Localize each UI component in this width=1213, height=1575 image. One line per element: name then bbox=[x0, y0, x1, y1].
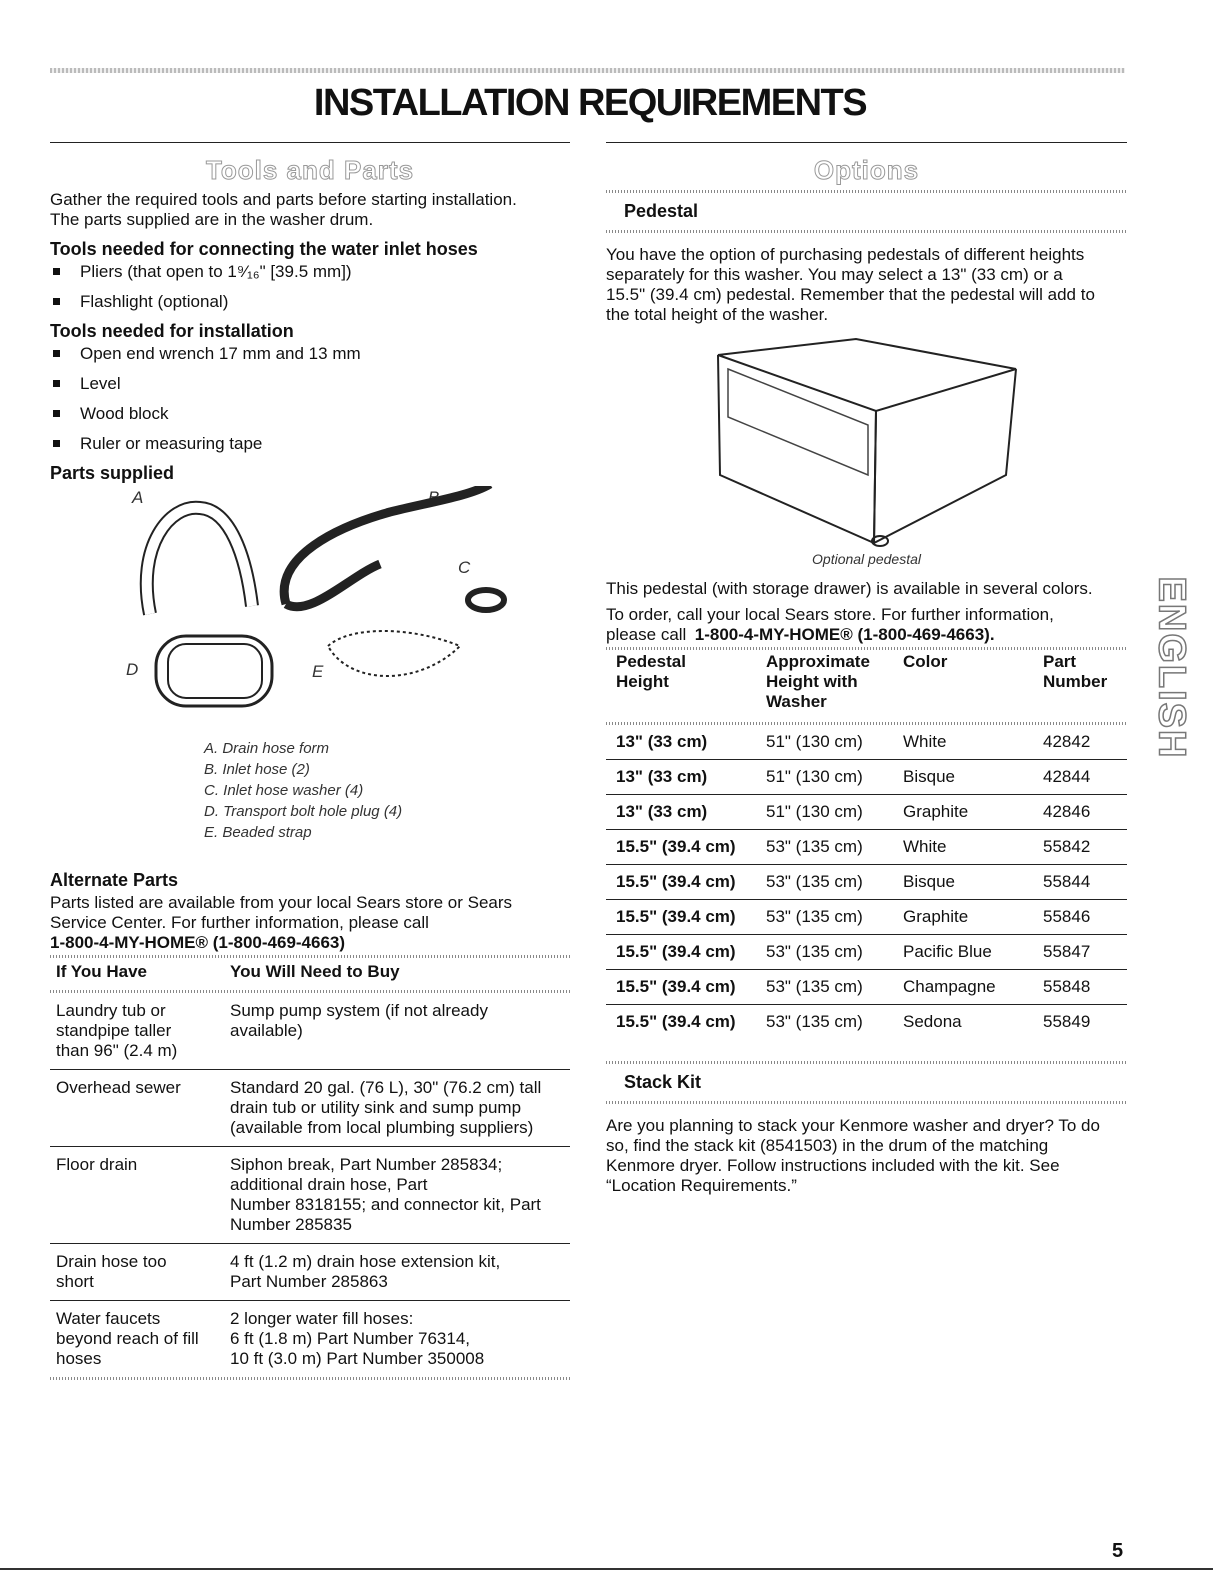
table-row bbox=[50, 1244, 570, 1301]
table-row bbox=[606, 795, 1127, 830]
stack-kit-heading: Stack Kit bbox=[624, 1072, 702, 1092]
table-row bbox=[606, 865, 1127, 900]
cell: 53" (135 cm) bbox=[766, 1012, 863, 1031]
parts-legend bbox=[204, 738, 570, 843]
cell-line: Number 285835 bbox=[230, 1215, 352, 1234]
page-number: 5 bbox=[1112, 1540, 1124, 1562]
stack-kit-text-line: “Location Requirements.” bbox=[606, 1176, 797, 1195]
cell: 51" (130 cm) bbox=[756, 795, 893, 830]
cell-line: Standard 20 gal. (76 L), 30" (76.2 cm) tall bbox=[230, 1078, 542, 1097]
pedestal-drawing-icon bbox=[606, 325, 1127, 559]
pedestal-order-line: please call bbox=[606, 625, 687, 644]
table-row bbox=[606, 935, 1127, 970]
part-label-a: A bbox=[132, 488, 144, 507]
cell: 55846 bbox=[1033, 900, 1127, 935]
table-row bbox=[50, 1301, 570, 1378]
cell: 55848 bbox=[1033, 970, 1127, 1005]
cell-line: Part Number 285863 bbox=[230, 1272, 388, 1291]
pedestal-order-line: To order, call your local Sears store. For further information, bbox=[606, 605, 1054, 624]
cell-line: drain tub or utility sink and sump pump bbox=[230, 1098, 522, 1117]
stack-kit-bottom-rule bbox=[606, 1101, 1127, 1104]
table-row bbox=[50, 993, 570, 1070]
alternate-text-line: Parts listed are available from your local Sears store or Sears bbox=[50, 893, 513, 912]
table-header bbox=[606, 650, 756, 722]
tools-and-parts-heading: Tools and Parts bbox=[205, 155, 415, 185]
tools-install-list bbox=[50, 344, 570, 454]
cell: 15.5" (39.4 cm) bbox=[616, 1012, 736, 1031]
cell: White bbox=[893, 830, 1033, 865]
legend-item: E. Beaded strap bbox=[204, 824, 312, 841]
header-line: Height with bbox=[766, 672, 858, 691]
cell-line: standpipe taller bbox=[56, 1021, 172, 1040]
table-row bbox=[606, 760, 1127, 795]
cell-line: Water faucets bbox=[56, 1309, 161, 1328]
legend-item: B. Inlet hose (2) bbox=[204, 761, 310, 778]
stack-kit-text-line: Are you planning to stack your Kenmore washer and dryer? To do bbox=[606, 1116, 1100, 1135]
cell: 15.5" (39.4 cm) bbox=[606, 935, 756, 970]
cell: 42842 bbox=[1033, 725, 1127, 760]
section-rule bbox=[50, 142, 570, 143]
alternate-parts-heading: Alternate Parts bbox=[50, 870, 179, 890]
cell-line: Floor drain bbox=[56, 1155, 138, 1174]
cell: Pacific Blue bbox=[893, 935, 1033, 970]
cell-line: 2 longer water fill hoses: bbox=[230, 1309, 414, 1328]
cell-line: additional drain hose, Part bbox=[230, 1175, 428, 1194]
alternate-phone: 1-800-4-MY-HOME® (1-800-469-4663) bbox=[50, 933, 346, 952]
cell-line: (available from local plumbing suppliers) bbox=[230, 1118, 534, 1137]
cell: 51" (130 cm) bbox=[756, 760, 893, 795]
cell: 55847 bbox=[1033, 935, 1127, 970]
cell-line: 4 ft (1.2 m) drain hose extension kit, bbox=[230, 1252, 501, 1271]
table-row bbox=[606, 830, 1127, 865]
cell: Bisque bbox=[893, 865, 1033, 900]
pedestal-text-line: the total height of the washer. bbox=[606, 305, 829, 324]
table-header: If You Have bbox=[56, 962, 148, 981]
cell-line: 6 ft (1.8 m) Part Number 76314, bbox=[230, 1329, 470, 1348]
cell-line: Overhead sewer bbox=[56, 1078, 181, 1097]
list-item: Level bbox=[50, 374, 570, 394]
table-row bbox=[606, 970, 1127, 1005]
header-line: Color bbox=[903, 652, 948, 671]
cell: 13" (33 cm) bbox=[606, 795, 756, 830]
cell-line: Sump pump system (if not already bbox=[230, 1001, 488, 1020]
cell: Graphite bbox=[893, 900, 1033, 935]
cell: 15.5" (39.4 cm) bbox=[606, 900, 756, 935]
header-line: Part bbox=[1043, 652, 1077, 671]
table-header bbox=[893, 650, 1033, 722]
cell-line: 10 ft (3.0 m) Part Number 350008 bbox=[230, 1349, 485, 1368]
section-rule bbox=[606, 142, 1127, 143]
cell: 13" (33 cm) bbox=[606, 725, 756, 760]
part-label-c: C bbox=[458, 558, 471, 577]
options-column bbox=[606, 142, 1127, 1196]
alternate-text-line: Service Center. For further information, please call bbox=[50, 913, 429, 932]
table-header: You Will Need to Buy bbox=[230, 962, 400, 981]
table-row bbox=[50, 1147, 570, 1244]
pedestal-illustration bbox=[606, 325, 1127, 559]
pedestal-heading: Pedestal bbox=[624, 201, 699, 221]
stack-kit-text-line: Kenmore dryer. Follow instructions included with the kit. See bbox=[606, 1156, 1060, 1175]
legend-item: D. Transport bolt hole plug (4) bbox=[204, 803, 403, 820]
cell: 53" (135 cm) bbox=[756, 830, 893, 865]
cell-line: short bbox=[56, 1272, 94, 1291]
pedestal-order-phone: 1-800-4-MY-HOME® (1-800-469-4663). bbox=[694, 625, 995, 644]
parts-drawing-icon bbox=[50, 486, 570, 738]
parts-supplied-heading: Parts supplied bbox=[50, 463, 175, 483]
pedestal-text-line: You have the option of purchasing pedestals of different heights bbox=[606, 245, 1085, 264]
cell: Sedona bbox=[903, 1012, 962, 1031]
list-item: Open end wrench 17 mm and 13 mm bbox=[50, 344, 570, 364]
tools-hoses-list bbox=[50, 262, 570, 312]
cell: 13" (33 cm) bbox=[606, 760, 756, 795]
list-item: Pliers (that open to 1⁹⁄₁₆" [39.5 mm]) bbox=[50, 262, 570, 282]
cell: White bbox=[893, 725, 1033, 760]
cell: 53" (135 cm) bbox=[756, 865, 893, 900]
bottom-rule bbox=[0, 1568, 1213, 1570]
legend-item: C. Inlet hose washer (4) bbox=[204, 782, 364, 799]
pedestal-caption: Optional pedestal bbox=[812, 551, 921, 567]
cell: 15.5" (39.4 cm) bbox=[606, 865, 756, 900]
tools-and-parts-column bbox=[50, 142, 570, 1380]
list-item: Ruler or measuring tape bbox=[50, 434, 570, 454]
cell-line: Drain hose too bbox=[56, 1252, 167, 1271]
cell: 15.5" (39.4 cm) bbox=[606, 970, 756, 1005]
stack-kit-text-line: so, find the stack kit (8541503) in the drum of the matching bbox=[606, 1136, 1049, 1155]
cell-line: beyond reach of fill bbox=[56, 1329, 199, 1348]
intro-line-2: The parts supplied are in the washer drum. bbox=[50, 210, 374, 229]
header-line: Height bbox=[616, 672, 669, 691]
table-row bbox=[606, 725, 1127, 760]
parts-illustration bbox=[50, 486, 570, 738]
alternate-parts-table bbox=[50, 958, 570, 1377]
cell: 15.5" (39.4 cm) bbox=[606, 830, 756, 865]
pedestal-text-line: 15.5" (39.4 cm) pedestal. Remember that the pedestal will add to bbox=[606, 285, 1095, 304]
header-line: Pedestal bbox=[616, 652, 686, 671]
part-label-b: B bbox=[428, 488, 440, 507]
list-item: Wood block bbox=[50, 404, 570, 424]
intro-line-1: Gather the required tools and parts before starting installation. bbox=[50, 190, 517, 209]
cell-line: hoses bbox=[56, 1349, 102, 1368]
pedestal-bottom-rule bbox=[606, 230, 1127, 233]
cell: Bisque bbox=[893, 760, 1033, 795]
part-label-d: D bbox=[126, 660, 139, 679]
cell: 53" (135 cm) bbox=[756, 970, 893, 1005]
list-item: Flashlight (optional) bbox=[50, 292, 570, 312]
cell: 55849 bbox=[1043, 1012, 1091, 1031]
header-line: Approximate bbox=[766, 652, 870, 671]
table-bottom-rule bbox=[50, 1377, 570, 1380]
cell-line: Siphon break, Part Number 285834; bbox=[230, 1155, 503, 1174]
table-row bbox=[606, 1005, 1127, 1040]
side-tab-label: ENGLISH bbox=[1150, 576, 1193, 760]
header-line: Washer bbox=[766, 692, 827, 711]
cell: 51" (130 cm) bbox=[756, 725, 893, 760]
part-label-e: E bbox=[312, 662, 324, 681]
cell: 53" (135 cm) bbox=[756, 900, 893, 935]
pedestal-text-line: separately for this washer. You may select a 13" (33 cm) or a bbox=[606, 265, 1063, 284]
cell: 42846 bbox=[1033, 795, 1127, 830]
language-side-tab bbox=[1150, 568, 1193, 768]
tools-hoses-heading: Tools needed for connecting the water inlet hoses bbox=[50, 239, 478, 259]
cell: Graphite bbox=[893, 795, 1033, 830]
pedestal-colors-note: This pedestal (with storage drawer) is available in several colors. bbox=[606, 579, 1093, 598]
cell-line: than 96" (2.4 m) bbox=[56, 1041, 178, 1060]
header-line: Number bbox=[1043, 672, 1108, 691]
cell: 55844 bbox=[1033, 865, 1127, 900]
legend-item: A. Drain hose form bbox=[204, 740, 330, 757]
cell: 53" (135 cm) bbox=[756, 935, 893, 970]
cell-line: Number 8318155; and connector kit, Part bbox=[230, 1195, 541, 1214]
cell-line: available) bbox=[230, 1021, 303, 1040]
cell: Champagne bbox=[893, 970, 1033, 1005]
options-heading: Options bbox=[813, 155, 920, 185]
table-header bbox=[1033, 650, 1127, 722]
cell-line: Laundry tub or bbox=[56, 1001, 166, 1020]
tools-install-heading: Tools needed for installation bbox=[50, 321, 294, 341]
table-row bbox=[50, 1070, 570, 1147]
table-header bbox=[756, 650, 893, 722]
cell: 55842 bbox=[1033, 830, 1127, 865]
table-row bbox=[606, 900, 1127, 935]
top-dotted-rule bbox=[50, 68, 1125, 73]
cell: 42844 bbox=[1033, 760, 1127, 795]
pedestal-table bbox=[606, 650, 1127, 1039]
page-title: INSTALLATION REQUIREMENTS bbox=[313, 82, 867, 124]
